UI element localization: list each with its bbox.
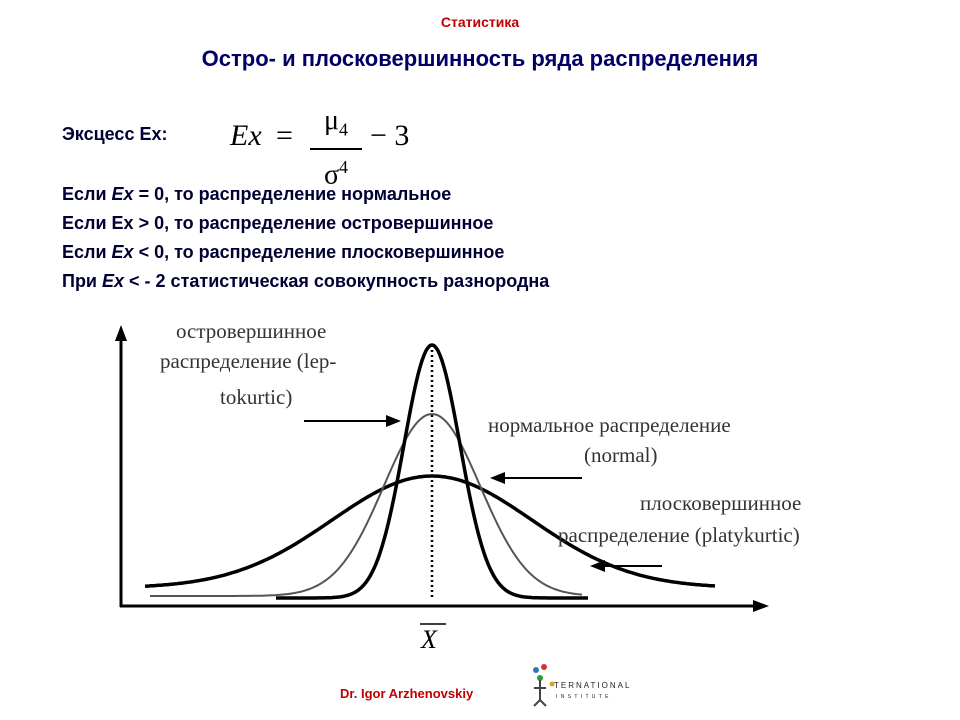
- logo-line2: I N S T I T U T E: [556, 694, 610, 700]
- formula-equals: =: [276, 119, 293, 152]
- normal-arrowhead-icon: [490, 472, 505, 484]
- normal-curve: [150, 414, 582, 596]
- normal-label-line1: нормальное распределение: [488, 413, 731, 437]
- formula-lhs: Ex: [230, 119, 262, 152]
- leptokurtic-label-line3: tokurtic): [220, 385, 293, 409]
- normal-label-line2: (normal): [584, 443, 658, 467]
- platykurtic-arrowhead-icon: [590, 560, 605, 572]
- platykurtic-label-line2: распределение (platykurtic): [558, 523, 800, 547]
- logo-figure-icon: [533, 664, 555, 706]
- excess-label: Эксцесс Ex:: [62, 124, 168, 144]
- institute-logo: [530, 662, 640, 708]
- author-name: Dr. Igor Arzhenovskiy: [340, 686, 474, 701]
- rule-heterogeneous: При Ex < - 2 статистическая совокупность разнородна: [62, 271, 550, 291]
- rule-leptokurtic: Если Ex > 0, то распределение островершинное: [62, 213, 494, 233]
- mean-label: X: [421, 625, 437, 654]
- formula-minus-constant: − 3: [370, 119, 410, 152]
- slide-title: Остро- и плосковершинность ряда распределения: [201, 46, 759, 71]
- leptokurtic-arrowhead-icon: [386, 415, 401, 427]
- logo-line1: TERNATIONAL: [554, 681, 632, 690]
- y-axis-arrow-icon: [115, 325, 127, 341]
- formula-numerator: $\mu_4$: [323, 105, 348, 140]
- rule-platykurtic: Если Ex < 0, то распределение плосковершинное: [62, 242, 505, 262]
- x-axis-arrow-icon: [753, 600, 769, 612]
- formula-denominator: $\sigma^4$: [323, 156, 349, 190]
- leptokurtic-label-line1: островершинное: [176, 319, 327, 343]
- rule-normal: Если Ex = 0, то распределение нормальное: [62, 184, 452, 204]
- subject-heading: Статистика: [440, 14, 520, 30]
- leptokurtic-label-line2: распределение (lep-: [160, 349, 337, 373]
- platykurtic-label-line1: плосковершинное: [640, 491, 802, 515]
